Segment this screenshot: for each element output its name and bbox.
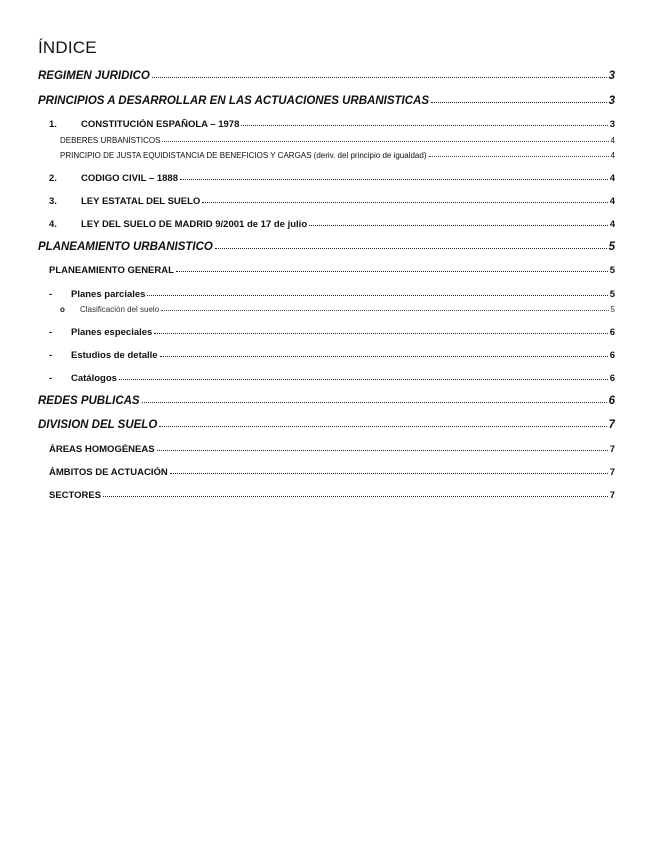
- toc-entry-label: ÁMBITOS DE ACTUACIÓN: [49, 467, 168, 478]
- dash-bullet: -: [49, 289, 53, 300]
- toc-entry-estudios-detalle[interactable]: [49, 350, 615, 361]
- toc-entry-ambitos-actuacion[interactable]: [49, 467, 615, 478]
- toc-entry-number: 1.: [49, 119, 57, 130]
- dot-leader: [180, 179, 608, 180]
- toc-entry-page: 5: [609, 289, 615, 300]
- dot-leader: [147, 295, 607, 296]
- toc-entry-page: 7: [608, 419, 615, 431]
- toc-entry-label: Planes parciales: [71, 289, 146, 300]
- toc-entry-page: 3: [608, 95, 615, 107]
- toc-entry-division-suelo[interactable]: [38, 419, 615, 431]
- toc-entry-clasificacion-suelo[interactable]: [60, 305, 615, 314]
- toc-entry-number: 2.: [49, 173, 57, 184]
- toc-entry-label: RÉGIMEN JURÍDICO: [38, 70, 150, 82]
- toc-entry-page: 4: [609, 173, 615, 184]
- dot-leader: [429, 156, 609, 157]
- toc-entry-deberes[interactable]: [60, 136, 615, 145]
- toc-entry-page: 4: [609, 219, 615, 230]
- dot-leader: [103, 496, 608, 497]
- dot-leader: [142, 402, 607, 403]
- toc-entry-page: 5: [610, 305, 615, 314]
- toc-entry-label: Planes especiales: [71, 327, 153, 338]
- toc-entry-label: PRINCIPIOS A DESARROLLAR EN LAS ACTUACIONES URBANÍSTICAS: [38, 95, 430, 107]
- toc-entry-principio-justa[interactable]: [60, 151, 615, 160]
- toc-entry-label: DIVISIÓN DEL SUELO: [38, 419, 158, 431]
- toc-entry-page: 5: [608, 241, 615, 253]
- toc-entry-areas-homogeneas[interactable]: [49, 444, 615, 455]
- toc-entry-page: 4: [610, 151, 615, 160]
- toc-entry-page: 4: [609, 196, 615, 207]
- toc-entry-label: Clasificación del suelo: [80, 305, 160, 314]
- dot-leader: [215, 248, 607, 249]
- dot-leader: [162, 141, 608, 142]
- dash-bullet: -: [49, 327, 53, 338]
- toc-entry-planeamiento-general[interactable]: [49, 265, 615, 276]
- toc-entry-label: CONSTITUCIÓN ESPAÑOLA – 1978: [81, 119, 240, 130]
- toc-entry-label: PRINCIPIO DE JUSTA EQUIDISTANCIA DE BENEFICIOS Y CARGAS (deriv. del principio de igualdad): [60, 151, 427, 160]
- toc-entry-number: 4.: [49, 219, 57, 230]
- toc-entry-ley-madrid[interactable]: [49, 219, 615, 230]
- toc-entry-page: 6: [608, 395, 615, 407]
- dot-leader: [202, 202, 607, 203]
- dot-leader: [159, 426, 606, 427]
- dot-leader: [176, 271, 608, 272]
- toc-entry-page: 6: [609, 373, 615, 384]
- toc-entry-page: 3: [608, 70, 615, 82]
- toc-entry-label: DEBERES URBANÍSTICOS: [60, 136, 161, 145]
- dash-bullet: -: [49, 350, 53, 361]
- toc-entry-label: PLANEAMIENTO URBANÍSTICO: [38, 241, 213, 253]
- toc-entry-regimen-juridico[interactable]: [38, 70, 615, 82]
- toc-entry-page: 6: [609, 327, 615, 338]
- toc-entry-label: PLANEAMIENTO GENERAL: [49, 265, 174, 276]
- toc-entry-page: 4: [610, 136, 615, 145]
- toc-entry-catalogos[interactable]: [49, 373, 615, 384]
- toc-entry-sectores[interactable]: [49, 490, 615, 501]
- toc-entry-planes-parciales[interactable]: [49, 289, 615, 300]
- dot-leader: [154, 333, 607, 334]
- toc-entry-number: 3.: [49, 196, 57, 207]
- dot-leader: [152, 77, 607, 78]
- dot-leader: [431, 102, 607, 103]
- circle-bullet: o: [60, 305, 65, 314]
- toc-entry-label: SECTORES: [49, 490, 102, 501]
- toc-entry-ley-estatal[interactable]: [49, 196, 615, 207]
- dot-leader: [160, 356, 608, 357]
- toc-entry-page: 7: [609, 490, 615, 501]
- dot-leader: [161, 310, 608, 311]
- toc-entry-label: ÁREAS HOMOGÉNEAS: [49, 444, 155, 455]
- toc-entry-label: LEY ESTATAL DEL SUELO: [81, 196, 201, 207]
- toc-entry-label: Estudios de detalle: [71, 350, 158, 361]
- dot-leader: [309, 225, 608, 226]
- toc-entry-planes-especiales[interactable]: [49, 327, 615, 338]
- toc-title: ÍNDICE: [38, 38, 97, 57]
- toc-entry-page: 3: [609, 119, 615, 130]
- dot-leader: [119, 379, 608, 380]
- dash-bullet: -: [49, 373, 53, 384]
- toc-entry-page: 7: [609, 467, 615, 478]
- dot-leader: [170, 473, 608, 474]
- toc-entry-label: LEY DEL SUELO DE MADRID 9/2001 de 17 de julio: [81, 219, 308, 230]
- toc-entry-page: 7: [609, 444, 615, 455]
- dot-leader: [157, 450, 608, 451]
- toc-entry-principios[interactable]: [38, 95, 615, 107]
- toc-entry-label: REDES PÚBLICAS: [38, 395, 140, 407]
- toc-entry-planeamiento-urbanistico[interactable]: [38, 241, 615, 253]
- toc-entry-label: Catálogos: [71, 373, 117, 384]
- toc-entry-constitucion[interactable]: [49, 119, 615, 130]
- dot-leader: [241, 125, 607, 126]
- toc-entry-page: 6: [609, 350, 615, 361]
- toc-entry-codigo-civil[interactable]: [49, 173, 615, 184]
- toc-entry-label: CODIGO CIVIL – 1888: [81, 173, 178, 184]
- toc-entry-page: 5: [609, 265, 615, 276]
- toc-entry-redes-publicas[interactable]: [38, 395, 615, 407]
